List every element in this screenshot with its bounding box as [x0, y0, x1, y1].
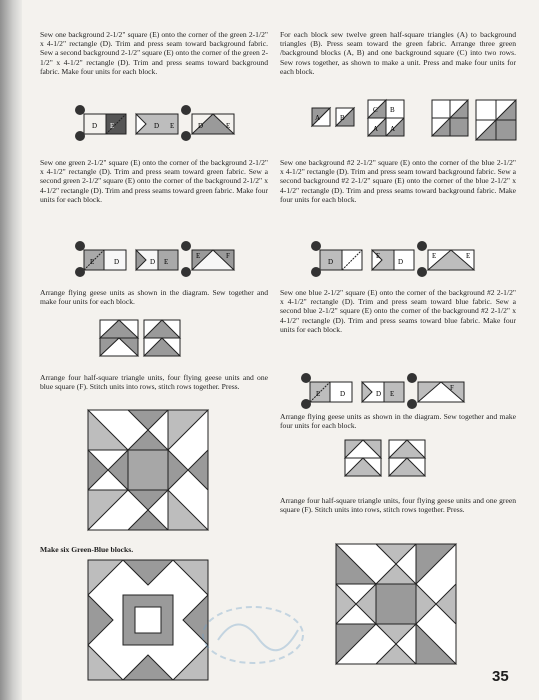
page-gutter-shadow: [0, 0, 22, 700]
blue-unit-trim-diagram: [310, 240, 486, 278]
label-e: E: [196, 252, 201, 260]
label-c: C: [373, 106, 378, 114]
label-e: E: [390, 390, 395, 398]
right-step-1: For each block sew twelve green half-square triangles (A) to background triangles (B). Press seam toward the green fabric. Arrange three green /background blocks (A, B) and one background square (C) into two rows. Sew rows together, as shown to make a unit. Press and make four units for each block.: [280, 30, 516, 76]
label-e: E: [90, 258, 95, 266]
label-e: E: [164, 258, 169, 266]
label-d: D: [114, 258, 120, 266]
background-unit-trim-diagram: [74, 240, 244, 278]
label-d: D: [154, 122, 160, 130]
right-step-4: Arrange flying geese units as shown in the diagram. Sew together and make four units for each block.: [280, 412, 516, 431]
nine-patch-block-right: [336, 544, 456, 664]
label-d: D: [150, 258, 156, 266]
background2-unit-trim-diagram: [300, 372, 476, 410]
label-a: A: [373, 125, 379, 133]
label-e: E: [226, 122, 231, 130]
right-step-2: Sew one background #2 2-1/2" square (E) onto the corner of the blue 2-1/2" x 4-1/2" rectangle (D). Trim and press seam toward background fabric. Sew a second background #2 2-1/2" square (E) onto the corner of the blue 2-1/2" x 4-1/2" rectangle (D). Trim and press seams toward background fabric. Make four units for each block.: [280, 158, 516, 204]
left-step-3: Arrange flying geese units as shown in the diagram. Sew together and make four units for each block.: [40, 288, 268, 307]
label-e: E: [376, 252, 381, 260]
label-a: A: [390, 125, 396, 133]
label-d: D: [92, 122, 98, 130]
label-e: E: [316, 390, 321, 398]
label-e: E: [432, 252, 437, 260]
hst-unit-diagram: [312, 96, 518, 152]
final-instruction: Make six Green-Blue blocks.: [40, 545, 134, 554]
left-step-2: Sew one green 2-1/2" square (E) onto the corner of the background 2-1/2" x 4-1/2" rectangle (D). Trim and press seam toward green fabric. Sew a second green 2-1/2" square (E) onto the corner of the background 2-1/2" x 4-1/2" rectangle (D). Trim and press seams toward green fabric. Make four units for each block.: [40, 158, 268, 204]
label-e: E: [170, 122, 175, 130]
label-a: A: [315, 114, 321, 122]
left-step-1: Sew one background 2-1/2" square (E) onto the corner of the green 2-1/2" x 4-1/2" rectangle (D). Trim and press seam toward background fabric. Sew a second background 2-1/2" square (E) onto the corner of the green 2-1/2" x 4-1/2" rectangle (D). Trim and press seams toward background fabric. Make four units for each block.: [40, 30, 268, 76]
flying-geese-stack-diagram-right: [345, 440, 425, 480]
label-f: F: [226, 252, 230, 260]
label-f: F: [450, 384, 454, 392]
label-d: D: [376, 390, 382, 398]
left-step-4: Arrange four half-square triangle units, four flying geese units and one blue square (F). Stitch units into rows, stitch rows together. Press.: [40, 373, 268, 392]
label-d: D: [328, 258, 334, 266]
green-blue-block-diagram: [88, 560, 208, 680]
label-e: E: [466, 252, 471, 260]
flying-geese-stack-diagram: [100, 320, 180, 360]
nine-patch-block-left: [88, 410, 208, 530]
green-unit-trim-diagram: [74, 104, 244, 142]
label-e: E: [110, 122, 115, 130]
label-d: D: [198, 122, 204, 130]
ink-stamp-decoration: [198, 600, 308, 670]
right-step-5: Arrange four half-square triangle units, four flying geese units and one green square (F). Stitch units into rows, stitch rows together. Press.: [280, 496, 516, 515]
label-d: D: [340, 390, 346, 398]
label-b: B: [340, 114, 345, 122]
page-number: 35: [492, 668, 509, 685]
right-step-3: Sew one blue 2-1/2" square (E) onto the corner of the background #2 2-1/2" x 4-1/2" rectangle (D). Trim and press seam toward blue fabric. Sew a second blue 2-1/2" square (E) onto the corner of the background #2 2-1/2" x 4-1/2" rectangle (D). Trim and press seams toward blue fabric. Make four units for each block.: [280, 288, 516, 334]
label-b: B: [390, 106, 395, 114]
label-d: D: [398, 258, 404, 266]
